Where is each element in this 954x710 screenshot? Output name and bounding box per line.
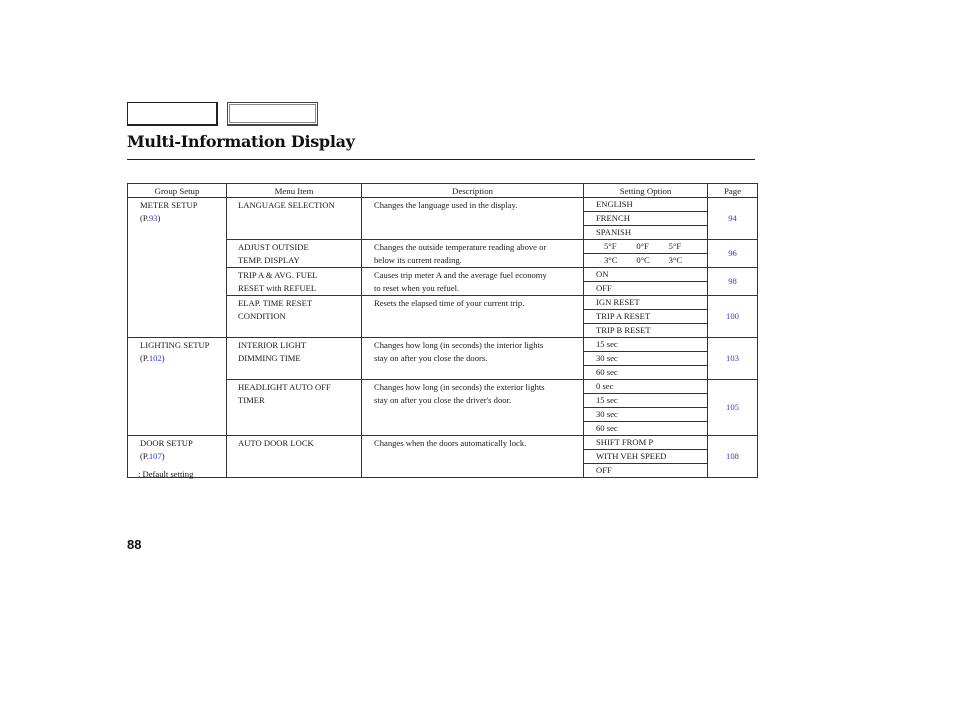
desc-language-selection: Changes the language used in the display. <box>362 198 584 240</box>
group-name: DOOR SETUP <box>140 438 193 448</box>
page-link-105[interactable]: 105 <box>708 380 758 436</box>
header-menu-item: Menu Item <box>227 184 362 198</box>
page-link-108[interactable]: 108 <box>708 436 758 478</box>
header-description: Description <box>362 184 584 198</box>
desc-elapsed-time-reset: Resets the elapsed time of your current trip. <box>362 296 584 338</box>
page-link-98[interactable]: 98 <box>708 268 758 296</box>
group-page-ref[interactable]: (P.102) <box>140 353 165 363</box>
table-row <box>128 198 758 212</box>
page-link-100[interactable]: 100 <box>708 296 758 338</box>
header-group-setup: Group Setup <box>128 184 227 198</box>
option-trip-b-reset: TRIP B RESET <box>584 324 708 338</box>
option-spanish: SPANISH <box>584 226 708 240</box>
option-trip-a-reset: TRIP A RESET <box>584 310 708 324</box>
menu-adjust-outside-temp: ADJUST OUTSIDE TEMP. DISPLAY <box>227 240 362 268</box>
option-off: OFF <box>584 464 708 478</box>
settings-table <box>127 183 758 478</box>
desc-adjust-outside-temp: Changes the outside temperature reading above or below its current reading. <box>362 240 584 268</box>
option-temp-fahrenheit: 5°F 0°F 5°F <box>584 240 708 254</box>
desc-headlight-auto-off: Changes how long (in seconds) the exterior lights stay on after you close the driver's door. <box>362 380 584 436</box>
table-header-row <box>128 184 758 198</box>
table-row <box>128 436 758 450</box>
option-15-sec: 15 sec <box>584 338 708 352</box>
option-shift-from-p: SHIFT FROM P <box>584 436 708 450</box>
menu-trip-reset-refuel: TRIP A & AVG. FUEL RESET with REFUEL <box>227 268 362 296</box>
page-number: 88 <box>127 537 142 552</box>
option-on: ON <box>584 268 708 282</box>
option-0-sec: 0 sec <box>584 380 708 394</box>
menu-auto-door-lock: AUTO DOOR LOCK <box>227 436 362 478</box>
page-link-96[interactable]: 96 <box>708 240 758 268</box>
option-ign-reset: IGN RESET <box>584 296 708 310</box>
header-setting-option: Setting Option <box>584 184 708 198</box>
menu-headlight-auto-off: HEADLIGHT AUTO OFF TIMER <box>227 380 362 436</box>
option-60-sec: 60 sec <box>584 422 708 436</box>
page-link-94[interactable]: 94 <box>708 198 758 240</box>
desc-trip-reset-refuel: Causes trip meter A and the average fuel economy to reset when you refuel. <box>362 268 584 296</box>
header-page: Page <box>708 184 758 198</box>
desc-auto-door-lock: Changes when the doors automatically lock. <box>362 436 584 478</box>
menu-elapsed-time-reset: ELAP. TIME RESET CONDITION <box>227 296 362 338</box>
option-15-sec: 15 sec <box>584 394 708 408</box>
page-title: Multi-Information Display <box>127 132 355 151</box>
option-30-sec: 30 sec <box>584 408 708 422</box>
section-tab-1[interactable] <box>127 102 218 126</box>
desc-interior-light-dimming: Changes how long (in seconds) the interior lights stay on after you close the doors. <box>362 338 584 380</box>
menu-language-selection: LANGUAGE SELECTION <box>227 198 362 240</box>
group-name: LIGHTING SETUP <box>140 340 210 350</box>
default-setting-footnote: : Default setting <box>138 469 194 479</box>
title-rule <box>127 159 755 160</box>
table-row <box>128 338 758 352</box>
option-with-veh-speed: WITH VEH SPEED <box>584 450 708 464</box>
option-off: OFF <box>584 282 708 296</box>
option-30-sec: 30 sec <box>584 352 708 366</box>
group-name: METER SETUP <box>140 200 198 210</box>
group-page-ref[interactable]: (P.93) <box>140 213 161 223</box>
option-french: FRENCH <box>584 212 708 226</box>
option-temp-celsius: 3°C 0°C 3°C <box>584 254 708 268</box>
option-english: ENGLISH <box>584 198 708 212</box>
group-meter-setup <box>128 198 227 338</box>
page-link-103[interactable]: 103 <box>708 338 758 380</box>
group-page-ref[interactable]: (P.107) <box>140 451 165 461</box>
option-60-sec: 60 sec <box>584 366 708 380</box>
section-tab-2[interactable] <box>227 102 318 126</box>
menu-interior-light-dimming: INTERIOR LIGHT DIMMING TIME <box>227 338 362 380</box>
group-lighting-setup <box>128 338 227 436</box>
